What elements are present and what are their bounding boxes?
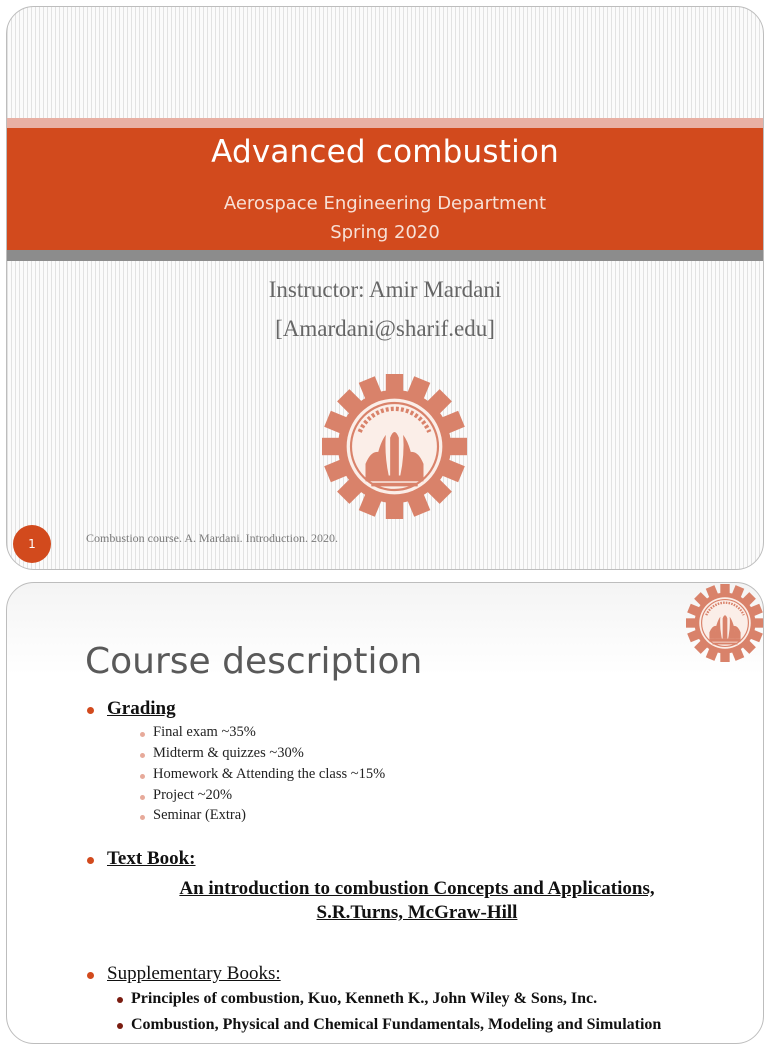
grading-item: Seminar (Extra) <box>153 807 247 823</box>
instructor-name: Instructor: Amir Mardani <box>268 277 502 302</box>
slide-number-badge: 1 <box>13 525 51 563</box>
department: Aerospace Engineering Department <box>223 193 547 214</box>
grading-item: Midterm & quizzes ~30% <box>153 745 304 761</box>
textbook-title-line2: S.R.Turns, McGraw-Hill <box>316 902 518 923</box>
sub-bullet-icon <box>117 997 123 1003</box>
slide-title: Advanced combustion <box>211 134 559 170</box>
slide-heading: Course description <box>85 641 423 682</box>
grading-item: Project ~20% <box>153 787 233 803</box>
title-slide <box>6 6 764 570</box>
sub-bullet-icon <box>140 774 145 779</box>
course-description-slide <box>6 582 764 1044</box>
grading-item: Homework & Attending the class ~15% <box>153 766 386 782</box>
bullet-icon <box>87 857 94 864</box>
grading-label: Grading <box>107 698 176 719</box>
university-seal-logo <box>686 584 764 662</box>
sub-bullet-icon <box>140 795 145 800</box>
title-band-bottom <box>7 250 763 261</box>
sub-bullet-icon <box>140 815 145 820</box>
supplementary-label: Supplementary Books: <box>107 963 281 984</box>
supplementary-item: Combustion, Physical and Chemical Fundamentals, Modeling and Simulation <box>131 1016 662 1033</box>
instructor-email: [Amardani@sharif.edu] <box>275 316 495 341</box>
sub-bullet-icon <box>140 732 145 737</box>
slide-footer: Combustion course. A. Mardani. Introduction. 2020. <box>86 531 338 545</box>
textbook-title-line1: An introduction to combustion Concepts and Applications, <box>179 878 655 899</box>
grading-item: Final exam ~35% <box>153 724 256 740</box>
supplementary-item: Principles of combustion, Kuo, Kenneth K., John Wiley & Sons, Inc. <box>131 990 598 1007</box>
bullet-icon <box>87 972 94 979</box>
title-band-top <box>7 118 763 128</box>
semester: Spring 2020 <box>330 222 440 243</box>
sub-bullet-icon <box>140 753 145 758</box>
bullet-icon <box>87 707 94 714</box>
university-seal-logo <box>322 374 467 519</box>
textbook-label: Text Book: <box>107 848 196 869</box>
